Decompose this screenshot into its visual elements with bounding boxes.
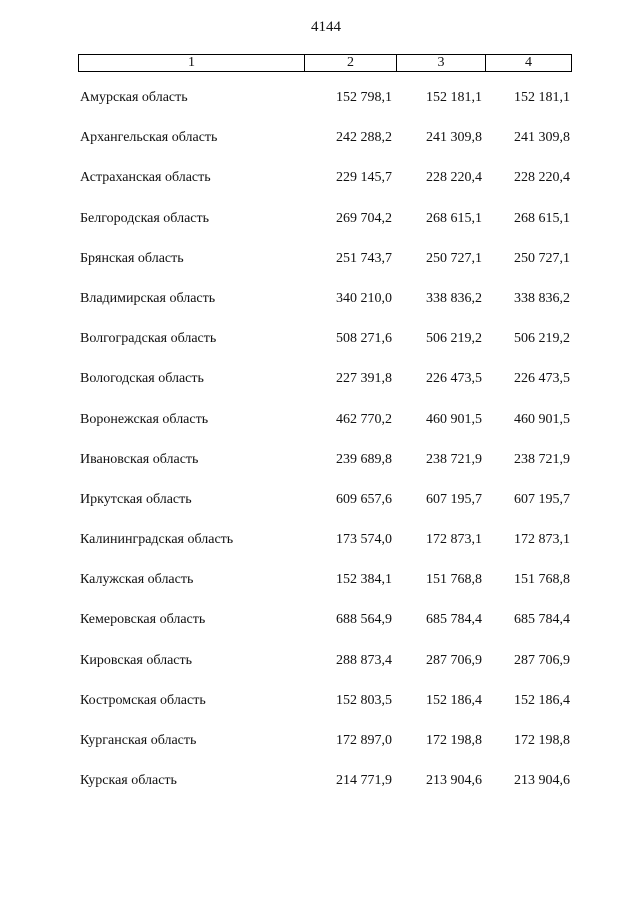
table-row (0, 371, 640, 411)
value-column-3: 685 784,4 (426, 612, 482, 628)
value-column-4: 213 904,6 (514, 773, 570, 789)
value-column-2: 508 271,6 (336, 331, 392, 347)
table-row (0, 612, 640, 652)
value-column-3: 226 473,5 (426, 371, 482, 387)
value-column-2: 269 704,2 (336, 210, 392, 226)
page-number: 4144 (311, 19, 341, 35)
region-name: Волгоградская область (80, 331, 217, 347)
value-column-3: 460 901,5 (426, 411, 482, 427)
table-row (0, 251, 640, 291)
table-row (0, 492, 640, 532)
value-column-2: 172 897,0 (336, 733, 392, 748)
table-row (0, 452, 640, 492)
table-row (0, 331, 640, 371)
table-body (0, 90, 640, 813)
value-column-3: 228 220,4 (426, 170, 482, 186)
value-column-4: 228 220,4 (514, 170, 570, 186)
value-column-2: 340 210,0 (336, 290, 392, 306)
value-column-3: 151 768,8 (426, 572, 482, 588)
region-name: Белгородская область (80, 210, 210, 226)
value-column-2: 227 391,8 (336, 371, 392, 387)
value-column-4: 460 901,5 (514, 411, 570, 427)
value-column-4: 338 836,2 (514, 290, 570, 306)
value-column-4: 152 186,4 (514, 692, 570, 708)
value-column-3: 152 181,1 (426, 90, 482, 105)
table-row (0, 291, 640, 331)
column-header-3: 3 (396, 55, 485, 71)
region-name: Ивановская область (80, 451, 199, 467)
table-row (0, 693, 640, 733)
region-name: Курганская область (80, 733, 197, 748)
value-column-4: 152 181,1 (514, 90, 570, 105)
value-column-2: 152 803,5 (336, 692, 392, 708)
table-row (0, 130, 640, 170)
value-column-4: 238 721,9 (514, 451, 570, 467)
value-column-4: 506 219,2 (514, 331, 570, 347)
value-column-4: 172 873,1 (514, 532, 570, 548)
column-header-4: 4 (485, 55, 571, 71)
value-column-2: 251 743,7 (336, 250, 392, 266)
table-row (0, 733, 640, 773)
table-row (0, 773, 640, 813)
value-column-2: 288 873,4 (336, 652, 392, 668)
region-name: Владимирская область (80, 290, 216, 306)
column-header-1: 1 (188, 55, 195, 70)
table-row (0, 170, 640, 210)
value-column-3: 287 706,9 (426, 652, 482, 668)
region-name: Калининградская область (80, 532, 234, 548)
value-column-3: 268 615,1 (426, 210, 482, 226)
value-column-2: 152 798,1 (336, 90, 392, 105)
region-name: Иркутская область (80, 491, 192, 507)
region-name: Воронежская область (80, 411, 209, 427)
table-row (0, 572, 640, 612)
value-column-2: 609 657,6 (336, 491, 392, 507)
value-column-2: 173 574,0 (336, 532, 392, 548)
value-column-3: 250 727,1 (426, 250, 482, 266)
value-column-3: 506 219,2 (426, 331, 482, 347)
table-row (0, 90, 640, 130)
value-column-4: 287 706,9 (514, 652, 570, 668)
table-row (0, 532, 640, 572)
region-name: Курская область (80, 773, 177, 789)
value-column-2: 229 145,7 (336, 170, 392, 186)
value-column-3: 607 195,7 (426, 491, 482, 507)
value-column-2: 152 384,1 (336, 572, 392, 588)
value-column-2: 239 689,8 (336, 451, 392, 467)
value-column-3: 338 836,2 (426, 290, 482, 306)
value-column-3: 172 198,8 (426, 733, 482, 748)
value-column-2: 214 771,9 (336, 773, 392, 789)
value-column-4: 241 309,8 (514, 130, 570, 146)
value-column-3: 238 721,9 (426, 451, 482, 467)
region-name: Архангельская область (80, 130, 218, 146)
value-column-3: 241 309,8 (426, 130, 482, 146)
region-name: Кировская область (80, 652, 193, 668)
value-column-4: 226 473,5 (514, 371, 570, 387)
value-column-4: 607 195,7 (514, 491, 570, 507)
region-name: Амурская область (80, 90, 188, 105)
region-name: Костромская область (80, 692, 206, 708)
value-column-2: 688 564,9 (336, 612, 392, 628)
value-column-3: 172 873,1 (426, 532, 482, 548)
value-column-4: 151 768,8 (514, 572, 570, 588)
value-column-4: 250 727,1 (514, 250, 570, 266)
region-name: Калужская область (80, 572, 194, 588)
region-name: Кемеровская область (80, 612, 206, 628)
value-column-4: 268 615,1 (514, 210, 570, 226)
value-column-3: 213 904,6 (426, 773, 482, 789)
value-column-4: 172 198,8 (514, 733, 570, 748)
table-row (0, 653, 640, 693)
value-column-4: 685 784,4 (514, 612, 570, 628)
region-name: Брянская область (80, 250, 184, 266)
region-name: Астраханская область (80, 170, 211, 186)
table-row (0, 412, 640, 452)
value-column-3: 152 186,4 (426, 692, 482, 708)
column-header-row (78, 54, 572, 72)
region-name: Вологодская область (80, 371, 204, 387)
column-header-2: 2 (304, 55, 396, 71)
value-column-2: 462 770,2 (336, 411, 392, 427)
table-row (0, 211, 640, 251)
value-column-2: 242 288,2 (336, 130, 392, 146)
